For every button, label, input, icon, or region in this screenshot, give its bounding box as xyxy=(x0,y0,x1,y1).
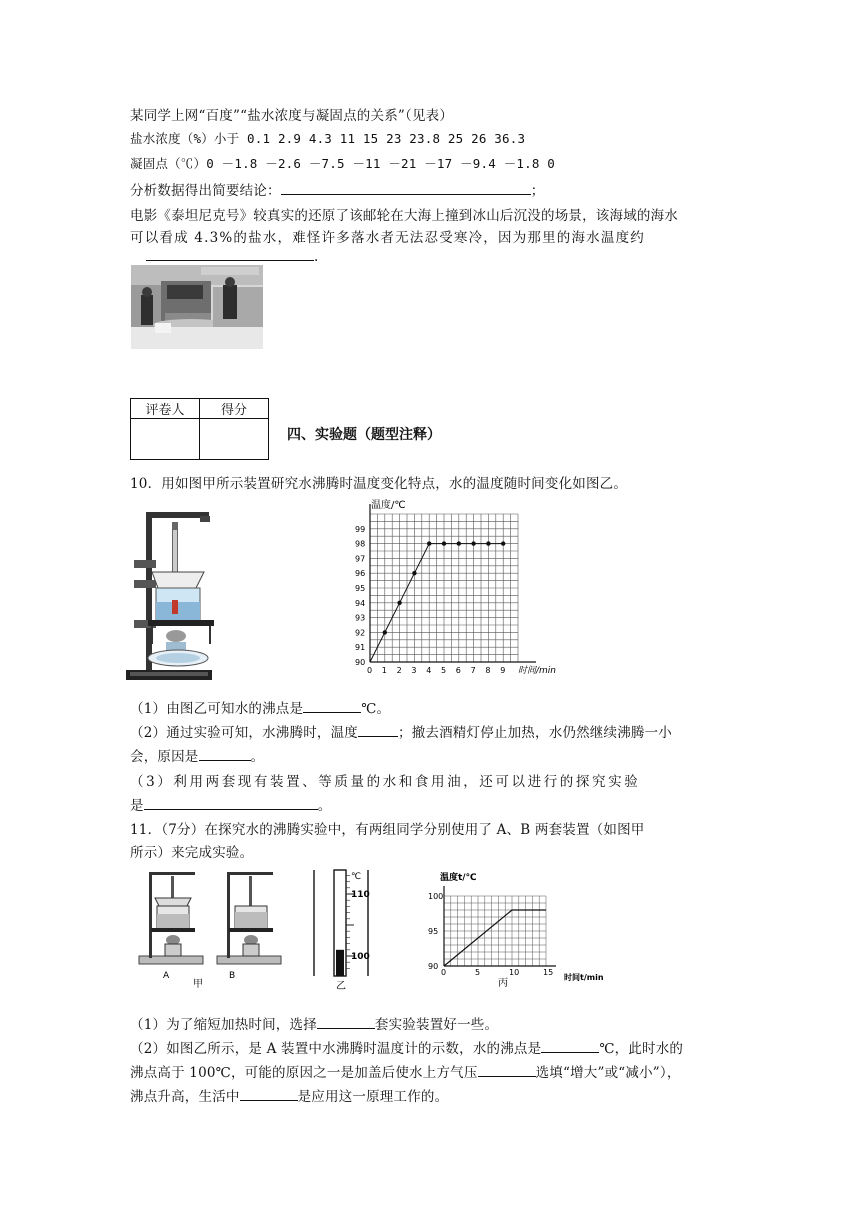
salt-concentration-row: 盐水浓度（%）小于 0.1 2.9 4.3 11 15 23 23.8 25 26 36.3 xyxy=(130,131,526,146)
apparatus-b xyxy=(217,872,281,964)
freezing-point-row: 凝固点（℃）0 －1.8 －2.6 －7.5 －11 －21 －17 －9.4 －1.8 0 xyxy=(130,156,556,171)
thermometer-unit: ℃ xyxy=(351,872,362,882)
q11-p2-mid: ℃，此时水的 xyxy=(599,1041,684,1057)
data-point xyxy=(486,541,490,545)
q11-p2c-prefix: 沸点升高，生活中 xyxy=(130,1089,240,1105)
q11-p2-prefix: （2）如图乙所示，是 A 装置中水沸腾时温度计的示数，水的沸点是 xyxy=(130,1041,542,1057)
x-tick-label: 5 xyxy=(441,666,447,675)
seawater-line: 可以看成 4.3%的盐水，难怪许多落水者无法忍受寒冷，因为那里的海水温度约 xyxy=(130,230,645,246)
tick-label-110: 110 xyxy=(351,890,370,900)
temp-time-chart-yi xyxy=(338,494,560,684)
seawater-temp-suffix: . xyxy=(314,249,319,265)
q11-stem: 11．（7分）在探究水的沸腾实验中，有两组同学分别使用了 A、B 两套装置（如图甲 xyxy=(130,822,645,838)
y-tick-label: 95 xyxy=(428,927,439,936)
q10-p2b-prefix: 会，原因是 xyxy=(130,749,199,765)
reviewer-header: 评卷人 xyxy=(131,399,200,419)
caption-jia: 甲 xyxy=(193,979,203,990)
thermometer-figure xyxy=(310,866,386,990)
x-tick-label: 15 xyxy=(543,968,554,977)
q11-stem2: 所示）来完成实验。 xyxy=(130,845,254,861)
conclusion-line xyxy=(130,179,544,199)
x-tick-label: 7 xyxy=(470,666,476,675)
seawater-temp-line xyxy=(130,248,319,265)
y-tick-label: 93 xyxy=(355,613,366,623)
score-header: 得分 xyxy=(200,399,269,419)
y-tick-label: 95 xyxy=(355,584,366,593)
y-tick-label: 97 xyxy=(355,554,366,564)
y-tick-label: 92 xyxy=(355,628,366,638)
y-axis-label: 温度/℃ xyxy=(371,500,406,511)
label-a: A xyxy=(163,971,170,981)
q10-part3: （3）利用两套现有装置、等质量的水和食用油，还可以进行的探究实验 xyxy=(130,774,641,790)
q11-application-blank[interactable] xyxy=(240,1088,298,1101)
q11-p2c-suffix: 是应用这一原理工作的。 xyxy=(297,1089,449,1105)
data-point xyxy=(412,571,416,575)
y-tick-label: 94 xyxy=(355,598,366,608)
chart-grid xyxy=(370,514,518,662)
y-tick-label: 90 xyxy=(428,962,439,971)
q10-p2b-suffix: 。 xyxy=(250,749,265,765)
q10-stem: 10．用如图甲所示装置研究水沸腾时温度变化特点，水的温度随时间变化如图乙。 xyxy=(130,476,628,492)
data-point xyxy=(501,541,505,545)
q10-part1 xyxy=(130,697,390,717)
q10-experiment-blank[interactable] xyxy=(144,797,318,810)
x-tick-label: 4 xyxy=(426,666,432,675)
score-table xyxy=(130,398,269,460)
snow-street-photo xyxy=(131,265,263,349)
boiling-apparatus-figure xyxy=(126,508,218,680)
q10-part2 xyxy=(130,721,672,741)
x-tick-label: 3 xyxy=(411,666,417,675)
caption-yi: 乙 xyxy=(336,981,346,990)
data-point xyxy=(457,541,461,545)
y-tick-label: 100 xyxy=(428,892,444,901)
x-axis-label: 时间/min xyxy=(518,666,557,676)
q10-p2-prefix: （2）通过实验可知，水沸腾时，温度 xyxy=(130,725,358,741)
q11-p2b-suffix: 选填“增大”或“减小”）， xyxy=(535,1065,681,1081)
y-tick-label: 91 xyxy=(355,643,366,653)
conclusion-prefix: 分析数据得出简要结论： xyxy=(130,183,281,199)
q11-part2 xyxy=(130,1037,683,1057)
x-tick-label: 0 xyxy=(441,968,447,977)
x-tick-label: 9 xyxy=(500,666,506,675)
salt-intro-line: 某同学上网“百度”“盐水浓度与凝固点的关系”（见表） xyxy=(130,108,454,124)
data-point xyxy=(442,541,446,545)
seawater-temp-blank[interactable] xyxy=(146,248,314,261)
x-tick-label: 1 xyxy=(381,666,387,675)
q11-part1 xyxy=(130,1013,498,1033)
q11-p1-prefix: （1）为了缩短加热时间，选择 xyxy=(130,1017,317,1033)
chart-grid xyxy=(444,896,546,966)
x-tick-label: 0 xyxy=(367,666,373,675)
x-tick-label: 10 xyxy=(509,968,520,977)
q10-p2-mid: ；撤去酒精灯停止加热，水仍然继续沸腾一小 xyxy=(398,725,672,741)
conclusion-blank[interactable] xyxy=(281,182,531,195)
y-tick-label: 98 xyxy=(355,539,366,549)
apparatus-ab-figure xyxy=(133,866,303,990)
q11-pressure-blank[interactable] xyxy=(478,1064,536,1077)
q10-temp-blank[interactable] xyxy=(358,724,398,737)
x-axis-label: 时间t/min xyxy=(564,973,604,982)
data-point xyxy=(397,601,401,605)
x-tick-label: 6 xyxy=(455,666,461,675)
q10-reason-blank[interactable] xyxy=(199,748,251,761)
data-point xyxy=(383,630,387,634)
temp-time-chart-bing xyxy=(414,866,630,990)
q11-p1-suffix: 套实验装置好一些。 xyxy=(374,1017,499,1033)
label-b: B xyxy=(229,971,236,981)
q11-setup-blank[interactable] xyxy=(317,1016,375,1029)
q10-p1-prefix: （1）由图乙可知水的沸点是 xyxy=(130,701,304,717)
q11-boiling-point-blank[interactable] xyxy=(541,1040,599,1053)
q10-boiling-point-blank[interactable] xyxy=(303,700,361,713)
y-tick-label: 99 xyxy=(355,524,366,534)
reviewer-cell[interactable] xyxy=(131,419,200,460)
x-tick-label: 8 xyxy=(485,666,491,675)
x-tick-label: 5 xyxy=(475,968,481,977)
apparatus-a xyxy=(139,872,203,964)
q10-part2b xyxy=(130,745,264,765)
conclusion-suffix: ； xyxy=(530,183,545,199)
x-tick-label: 2 xyxy=(396,666,402,675)
q10-p3b-prefix: 是 xyxy=(130,798,144,814)
score-cell[interactable] xyxy=(200,419,269,460)
y-tick-label: 90 xyxy=(355,658,366,667)
chart-series xyxy=(370,541,505,662)
tick-label-100: 100 xyxy=(351,952,370,962)
caption-bing: 丙 xyxy=(498,978,508,989)
section-title: 四、实验题（题型注释） xyxy=(287,427,441,443)
q10-p1-suffix: ℃。 xyxy=(361,701,391,717)
q10-p3b-suffix: 。 xyxy=(317,798,332,814)
data-point xyxy=(427,541,431,545)
titanic-line: 电影《泰坦尼克号》较真实的还原了该邮轮在大海上撞到冰山后沉没的场景，该海域的海水 xyxy=(130,208,678,224)
y-tick-label: 96 xyxy=(355,569,366,579)
q11-part2c xyxy=(130,1085,448,1105)
y-axis-label: 温度t/℃ xyxy=(440,873,477,883)
chart-axes xyxy=(370,504,536,662)
mercury-column xyxy=(336,950,344,976)
q11-part2b xyxy=(130,1061,681,1081)
q10-part3b xyxy=(130,794,331,814)
q11-p2b-prefix: 沸点高于 100℃，可能的原因之一是加盖后使水上方气压 xyxy=(130,1065,478,1081)
data-point xyxy=(471,541,475,545)
